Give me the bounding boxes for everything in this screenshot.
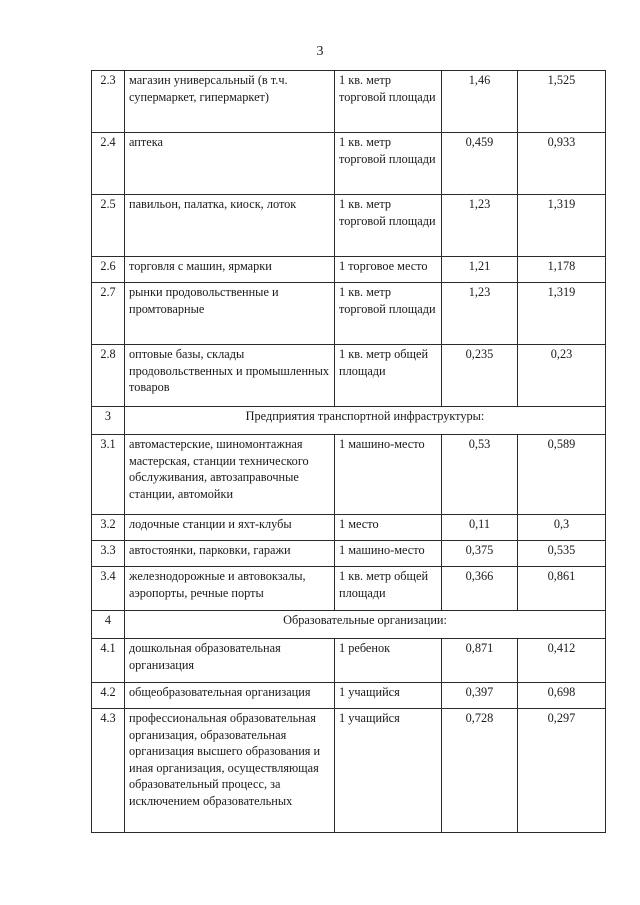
object-name-cell: рынки продовольственные и промтоварные bbox=[125, 283, 335, 345]
section-row bbox=[92, 407, 606, 435]
object-name-cell: лодочные станции и яхт-клубы bbox=[125, 515, 335, 541]
table-row bbox=[92, 683, 606, 709]
value-1-cell: 1,23 bbox=[442, 283, 518, 345]
unit-cell: 1 кв. метр торговой площади bbox=[335, 283, 442, 345]
unit-cell: 1 машино-место bbox=[335, 435, 442, 515]
object-name-cell: магазин универсальный (в т.ч. супермаркет, гипермаркет) bbox=[125, 71, 335, 133]
value-2-cell: 0,297 bbox=[518, 709, 606, 833]
value-1-cell: 0,366 bbox=[442, 567, 518, 611]
table-row bbox=[92, 541, 606, 567]
table-row bbox=[92, 283, 606, 345]
table-row bbox=[92, 71, 606, 133]
object-name-cell: аптека bbox=[125, 133, 335, 195]
row-number-cell: 2.8 bbox=[92, 345, 125, 407]
object-name-cell: торговля с машин, ярмарки bbox=[125, 257, 335, 283]
value-2-cell: 0,861 bbox=[518, 567, 606, 611]
table-row bbox=[92, 567, 606, 611]
value-1-cell: 0,235 bbox=[442, 345, 518, 407]
value-1-cell: 0,459 bbox=[442, 133, 518, 195]
unit-cell: 1 кв. метр общей площади bbox=[335, 345, 442, 407]
object-name-cell: дошкольная образовательная организация bbox=[125, 639, 335, 683]
row-number-cell: 4.3 bbox=[92, 709, 125, 833]
value-2-cell: 0,933 bbox=[518, 133, 606, 195]
table-row bbox=[92, 515, 606, 541]
object-name-cell: автомастерские, шиномонтажная мастерская, станции технического обслуживания, автозаправочные станции, автомойки bbox=[125, 435, 335, 515]
value-2-cell: 0,3 bbox=[518, 515, 606, 541]
unit-cell: 1 кв. метр общей площади bbox=[335, 567, 442, 611]
value-2-cell: 0,412 bbox=[518, 639, 606, 683]
value-1-cell: 0,397 bbox=[442, 683, 518, 709]
table-row bbox=[92, 435, 606, 515]
section-title-cell: Образовательные организации: bbox=[125, 611, 606, 639]
row-number-cell: 4.2 bbox=[92, 683, 125, 709]
row-number-cell: 3.2 bbox=[92, 515, 125, 541]
unit-cell: 1 кв. метр торговой площади bbox=[335, 133, 442, 195]
value-2-cell: 1,319 bbox=[518, 195, 606, 257]
object-name-cell: павильон, палатка, киоск, лоток bbox=[125, 195, 335, 257]
unit-cell: 1 учащийся bbox=[335, 709, 442, 833]
object-name-cell: железнодорожные и автовокзалы, аэропорты, речные порты bbox=[125, 567, 335, 611]
value-1-cell: 0,53 bbox=[442, 435, 518, 515]
table-row bbox=[92, 345, 606, 407]
value-2-cell: 0,589 bbox=[518, 435, 606, 515]
value-2-cell: 0,23 bbox=[518, 345, 606, 407]
norms-table-body bbox=[92, 71, 606, 833]
value-2-cell: 1,178 bbox=[518, 257, 606, 283]
unit-cell: 1 торговое место bbox=[335, 257, 442, 283]
norms-table bbox=[91, 70, 606, 833]
row-number-cell: 2.5 bbox=[92, 195, 125, 257]
value-2-cell: 1,525 bbox=[518, 71, 606, 133]
table-row bbox=[92, 195, 606, 257]
section-title-cell: Предприятия транспортной инфраструктуры: bbox=[125, 407, 606, 435]
object-name-cell: автостоянки, парковки, гаражи bbox=[125, 541, 335, 567]
row-number-cell: 3.4 bbox=[92, 567, 125, 611]
unit-cell: 1 машино-место bbox=[335, 541, 442, 567]
value-1-cell: 1,23 bbox=[442, 195, 518, 257]
value-2-cell: 0,698 bbox=[518, 683, 606, 709]
unit-cell: 1 ребенок bbox=[335, 639, 442, 683]
row-number-cell: 2.6 bbox=[92, 257, 125, 283]
row-number-cell: 4.1 bbox=[92, 639, 125, 683]
row-number-cell: 3.3 bbox=[92, 541, 125, 567]
value-2-cell: 0,535 bbox=[518, 541, 606, 567]
table-row bbox=[92, 639, 606, 683]
row-number-cell: 3 bbox=[92, 407, 125, 435]
unit-cell: 1 кв. метр торговой площади bbox=[335, 71, 442, 133]
value-1-cell: 1,21 bbox=[442, 257, 518, 283]
object-name-cell: оптовые базы, склады продовольственных и промышленных товаров bbox=[125, 345, 335, 407]
section-row bbox=[92, 611, 606, 639]
value-1-cell: 0,728 bbox=[442, 709, 518, 833]
table-row bbox=[92, 257, 606, 283]
page-number: 3 bbox=[316, 44, 324, 59]
row-number-cell: 2.7 bbox=[92, 283, 125, 345]
value-1-cell: 0,11 bbox=[442, 515, 518, 541]
object-name-cell: общеобразовательная организация bbox=[125, 683, 335, 709]
unit-cell: 1 кв. метр торговой площади bbox=[335, 195, 442, 257]
object-name-cell: профессиональная образовательная организация, образовательная организация высшего образования и иная организация, осуществляющая образовательный процесс, за исключением образовательных bbox=[125, 709, 335, 833]
value-1-cell: 0,375 bbox=[442, 541, 518, 567]
row-number-cell: 2.3 bbox=[92, 71, 125, 133]
value-1-cell: 1,46 bbox=[442, 71, 518, 133]
row-number-cell: 2.4 bbox=[92, 133, 125, 195]
unit-cell: 1 место bbox=[335, 515, 442, 541]
unit-cell: 1 учащийся bbox=[335, 683, 442, 709]
value-1-cell: 0,871 bbox=[442, 639, 518, 683]
row-number-cell: 3.1 bbox=[92, 435, 125, 515]
table-row bbox=[92, 709, 606, 833]
table-row bbox=[92, 133, 606, 195]
row-number-cell: 4 bbox=[92, 611, 125, 639]
value-2-cell: 1,319 bbox=[518, 283, 606, 345]
